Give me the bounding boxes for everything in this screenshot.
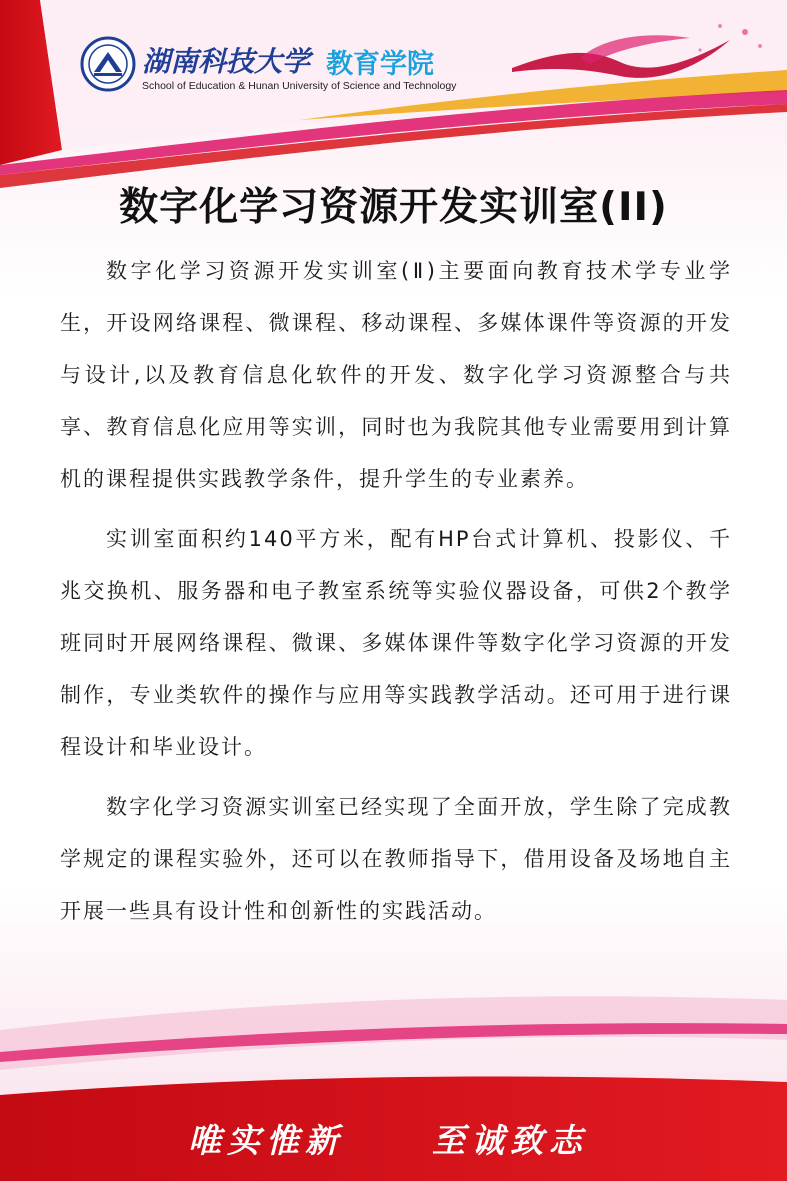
footer-red-band xyxy=(0,1076,787,1181)
english-name: School of Education & Hunan University of Science and Technology xyxy=(142,80,457,92)
body-text xyxy=(60,245,732,945)
slogan-left: 唯实惟新 xyxy=(188,1121,344,1160)
slogan-right: 至诚致志 xyxy=(432,1121,588,1160)
school-name: 教育学院 xyxy=(326,49,434,80)
university-seal-icon xyxy=(80,36,136,92)
paragraph-2: 实训室面积约140平方米，配有HP台式计算机、投影仪、千兆交换机、服务器和电子教室系统等实验仪器设备，可供2个教学班同时开展网络课程、微课、多媒体课件等数字化学习资源的开发制作，专业类软件的操作与应用等实践教学活动。还可用于进行课程设计和毕业设计。 xyxy=(60,527,732,759)
page-title: 数字化学习资源开发实训室(II) xyxy=(119,185,668,230)
paragraph-1: 数字化学习资源开发实训室(Ⅱ)主要面向教育技术学专业学生，开设网络课程、微课程、移动课程、多媒体课件等资源的开发与设计,以及教育信息化软件的开发、数字化学习资源整合与共享、教育信息化应用等实训，同时也为我院其他专业需要用到计算机的课程提供实践教学条件，提升学生的专业素养。 xyxy=(60,259,732,491)
paragraph-3: 数字化学习资源实训室已经实现了全面开放，学生除了完成教学规定的课程实验外，还可以在教师指导下，借用设备及场地自主开展一些具有设计性和创新性的实践活动。 xyxy=(60,795,732,923)
university-name: 湖南科技大学 xyxy=(142,45,311,78)
